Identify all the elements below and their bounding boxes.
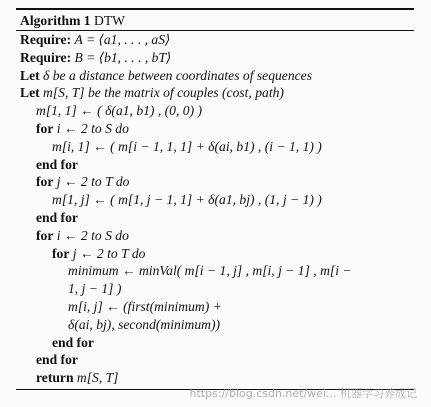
statement: minimum ← minVal( m[i − 1, j] , m[i, j − 1] , m[i − bbox=[68, 263, 352, 279]
algorithm-line bbox=[68, 262, 352, 280]
keyword: Let bbox=[20, 85, 40, 101]
keyword: Require: bbox=[20, 32, 72, 47]
algorithm-line bbox=[20, 49, 171, 67]
algorithm-line bbox=[20, 84, 284, 102]
keyword: end for bbox=[36, 352, 78, 368]
keyword: for bbox=[36, 121, 54, 136]
statement: A = ⟨a1, . . . , aS⟩ bbox=[74, 32, 171, 47]
statement: m[i, j] ← (first(minimum) + bbox=[68, 299, 222, 314]
keyword: end for bbox=[36, 210, 78, 225]
algorithm-line bbox=[36, 351, 78, 369]
algorithm-line bbox=[52, 245, 145, 263]
statement: m[i, 1] ← ( m[i − 1, 1, 1] + δ(ai, b1) , (i − 1, 1) ) bbox=[52, 138, 322, 154]
statement: m[S, T] bbox=[76, 370, 119, 386]
algorithm-line bbox=[20, 31, 170, 49]
algorithm-line bbox=[36, 120, 129, 138]
statement: δ(ai, bj), second(minimum)) bbox=[68, 316, 221, 332]
algorithm-line bbox=[20, 67, 312, 85]
algorithm-label: Algorithm 1 bbox=[20, 13, 91, 28]
keyword: Let bbox=[20, 67, 40, 83]
algorithm-line bbox=[52, 191, 322, 209]
keyword: for bbox=[36, 227, 54, 243]
statement: m[1, j] ← ( m[1, j − 1, 1] + δ(a1, bj) , (1, j − 1) ) bbox=[52, 192, 322, 208]
top-rule bbox=[16, 8, 414, 10]
statement: i ← 2 to S do bbox=[56, 121, 129, 136]
algorithm-line bbox=[36, 227, 129, 245]
algorithm-line bbox=[36, 369, 118, 387]
keyword: for bbox=[52, 245, 70, 261]
keyword: for bbox=[36, 174, 54, 190]
keyword: end for bbox=[52, 334, 94, 350]
statement: j ← 2 to T do bbox=[56, 174, 130, 190]
statement: m[S, T] be the matrix of couples (cost, path) bbox=[43, 85, 284, 101]
algorithm-line bbox=[52, 334, 94, 352]
statement: m[1, 1] ← ( δ(a1, b1) , (0, 0) ) bbox=[36, 103, 203, 119]
keyword: return bbox=[36, 370, 74, 386]
statement: B = ⟨b1, . . . , bT⟩ bbox=[74, 49, 172, 65]
algorithm-line bbox=[36, 156, 78, 174]
statement: 1, j − 1] ) bbox=[68, 281, 122, 297]
algorithm-line bbox=[68, 298, 222, 316]
algorithm-line bbox=[36, 173, 129, 191]
statement: i ← 2 to S do bbox=[56, 227, 129, 243]
statement: δ be a distance between coordinates of sequences bbox=[43, 67, 312, 83]
watermark: https://blog.csdn.net/wei... 机器学习养成记 bbox=[189, 387, 417, 400]
algorithm-title bbox=[20, 12, 125, 30]
algorithm-line bbox=[68, 316, 220, 334]
algorithm-line bbox=[36, 102, 202, 120]
keyword: Require: bbox=[20, 49, 72, 65]
algorithm-name: DTW bbox=[94, 13, 125, 28]
keyword: end for bbox=[36, 156, 78, 172]
algorithm-line bbox=[52, 138, 322, 156]
statement: j ← 2 to T do bbox=[72, 245, 146, 261]
algorithm-line bbox=[68, 280, 121, 298]
algorithm-line bbox=[36, 209, 78, 227]
